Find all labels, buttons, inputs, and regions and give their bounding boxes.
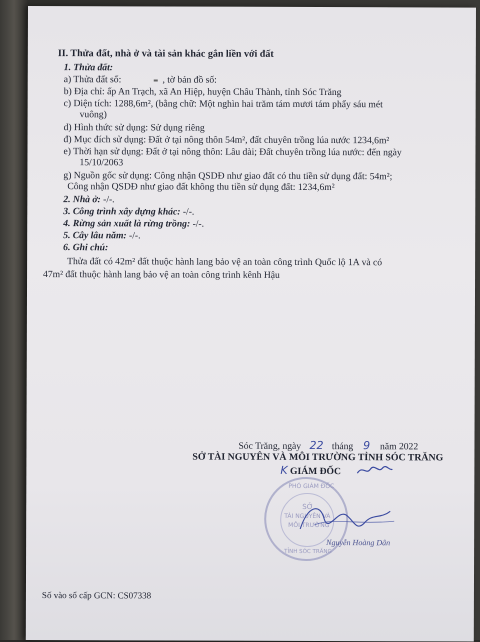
notes-label: 6. Ghi chú: — [63, 242, 109, 254]
role-mark: K — [280, 463, 288, 477]
perennial-label: 5. Cây lâu năm: — [63, 230, 127, 242]
signature-day: 22 — [309, 438, 324, 453]
address-line: b) Địa chỉ: ấp An Trạch, xã An Hiệp, huyện Châu Thành, tỉnh Sóc Trăng — [63, 86, 342, 99]
area-line-1: c) Diện tích: 1288,6m², (bằng chữ: Một nghìn hai trăm tám mươi tám phẩy sáu mét — [63, 98, 383, 111]
house-label: 2. Nhà ở: — [63, 194, 101, 206]
origin-line-1: g) Nguồn gốc sử dụng: Công nhận QSDĐ như giao đất có thu tiền sử dụng đất: 54m²; — [63, 170, 393, 183]
register-number: Số vào sổ cấp GCN: CS07338 — [41, 590, 152, 601]
stamp-line-3: MÔI TRƯỜNG — [288, 521, 330, 530]
role-line — [280, 465, 341, 477]
other-works-row — [63, 206, 194, 217]
notes-line-2: 47m² đất thuộc hành lang bảo vệ an toàn công trình kênh Hậu — [43, 269, 280, 281]
director-title: GIÁM ĐỐC — [289, 465, 341, 478]
month-label: tháng — [331, 441, 354, 453]
forest-row — [63, 218, 204, 229]
forest-value: -/-. — [190, 218, 205, 230]
other-works-value: -/-. — [180, 206, 195, 218]
issuing-agency: SỞ TÀI NGUYÊN VÀ MÔI TRƯỜNG TỈNH SÓC TRĂNG — [192, 451, 444, 464]
origin-line-2: Công nhận QSDĐ như giao đất không thu tiền sử dụng đất: 1234,6m² — [67, 181, 335, 194]
place-date-prefix: Sóc Trăng, ngày — [238, 440, 302, 452]
usage-term-line-1: e) Thời hạn sử dụng: Đất ở tại nông thôn: Lâu dài; Đất chuyên trồng lúa nước: đến ngày — [63, 146, 402, 159]
signature-month: 9 — [363, 439, 371, 453]
stamp-line-1: SỞ — [302, 502, 314, 511]
parcel-heading: 1. Thửa đất: — [63, 62, 113, 74]
area-line-2: vuông) — [79, 109, 107, 121]
redaction-mark — [154, 79, 158, 81]
perennial-row — [63, 230, 140, 241]
forest-label: 4. Rừng sản xuất là rừng trồng: — [63, 218, 191, 230]
parcel-number-row — [64, 74, 217, 86]
notes-line-1: Thửa đất có 42m² đất thuộc hành lang bảo vệ an toàn công trình Quốc lộ 1A và có — [67, 256, 383, 269]
signer-name: Nguyễn Hoàng Dân — [326, 538, 391, 548]
house-row — [63, 194, 114, 205]
house-value: -/-. — [100, 194, 115, 206]
other-works-label: 3. Công trình xây dựng khác: — [63, 206, 181, 218]
parcel-number-label: a) Thửa đất số: — [63, 74, 122, 86]
director-signature — [294, 495, 404, 543]
perennial-value: -/-. — [126, 230, 141, 242]
signature-year: năm 2022 — [380, 441, 419, 453]
certificate-page — [26, 6, 476, 642]
section-title: II. Thửa đất, nhà ở và tài sản khác gắn liền với đất — [57, 48, 274, 60]
usage-purpose-line: đ) Mục đích sử dụng: Đất ở tại nông thôn 54m², đất chuyên trồng lúa nước 1234,6m² — [63, 134, 390, 147]
place-date-line — [238, 440, 418, 453]
stamp-line-2: TÀI NGUYÊN VÀ — [284, 512, 331, 521]
stamp-bottom-text: TỈNH SÓC TRĂNG — [284, 548, 332, 556]
stamp-top-text: PHÓ GIÁM ĐỐC — [288, 482, 335, 491]
usage-term-line-2: 15/10/2063 — [79, 157, 124, 169]
map-sheet-label: , tờ bản đồ số: — [162, 74, 217, 86]
initials-scribble — [354, 461, 394, 479]
usage-form-line: d) Hình thức sử dụng: Sử dụng riêng — [63, 122, 205, 134]
